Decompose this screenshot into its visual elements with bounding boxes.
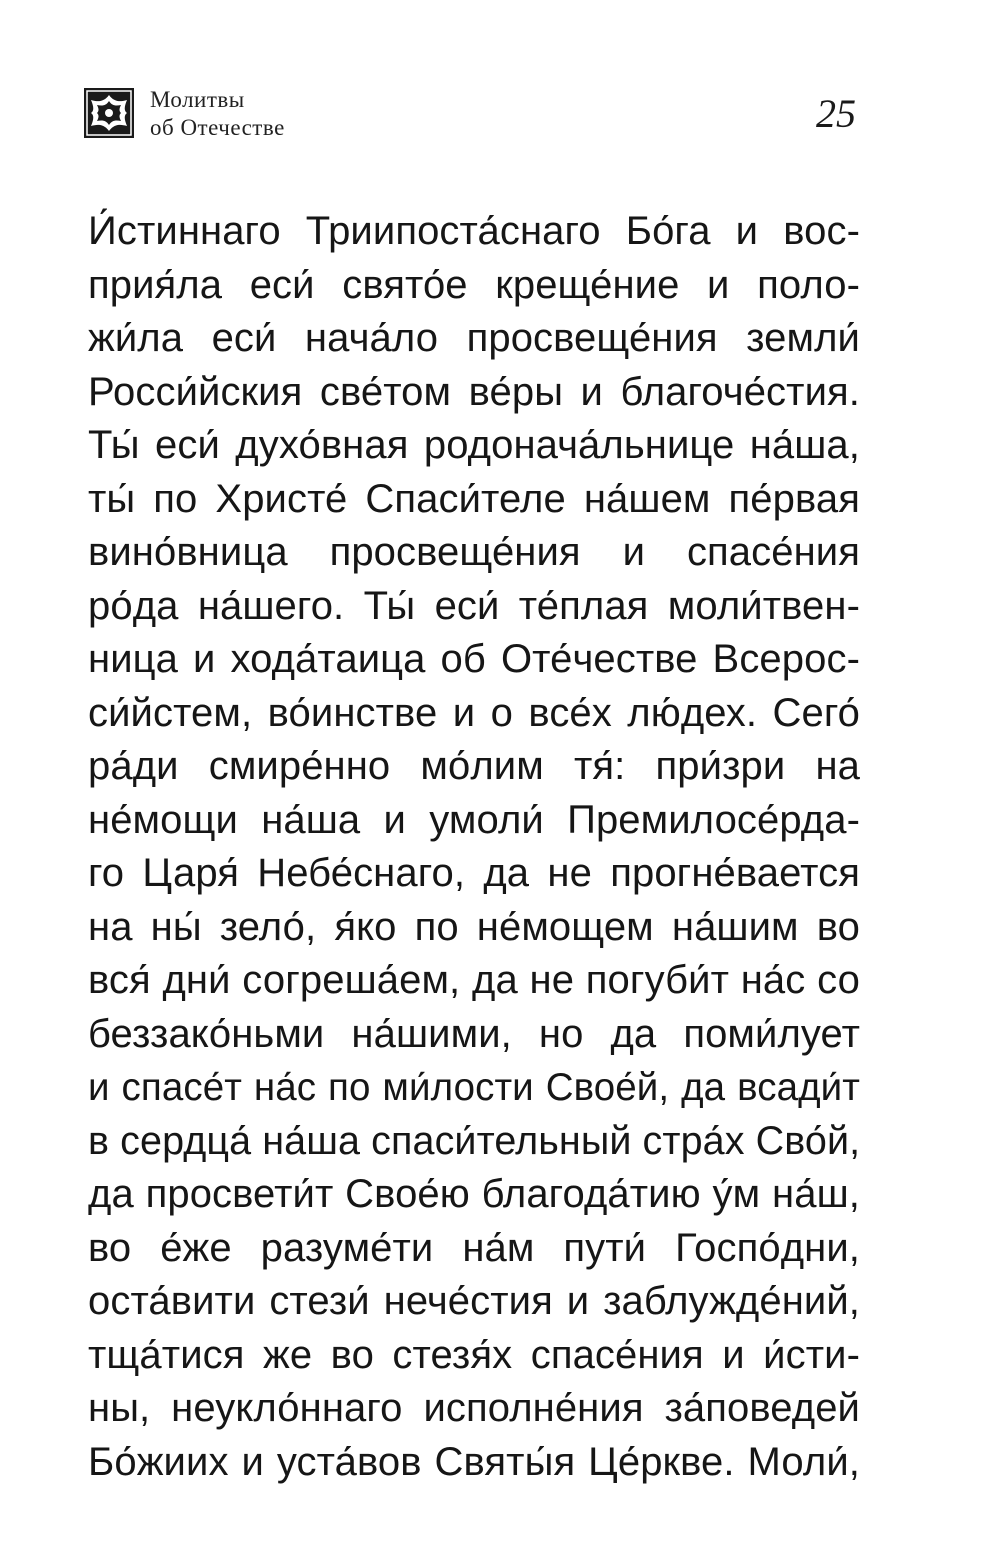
text-line: тща́тися же во стезя́х спасе́ния и и́сти- xyxy=(88,1332,860,1377)
text-line: ны, неукло́ннаго исполне́ния за́поведей xyxy=(88,1386,860,1430)
ornamental-cross-icon xyxy=(84,88,134,138)
page-number: 25 xyxy=(816,91,856,136)
text-line: го Царя́ Небе́снаго, да не прогне́вается xyxy=(88,851,860,895)
text-line: оста́вити стези́ нече́стия и заблужде́ний, xyxy=(88,1279,860,1323)
text-line: Бо́жиих и уста́вов Святы́я Це́ркве. Моли́, xyxy=(88,1439,860,1484)
running-title-line: Молитвы xyxy=(150,87,245,112)
text-line: в сердца́ на́ша спаси́тельный стра́х Сво́й, xyxy=(88,1118,861,1163)
text-line: да просвети́т Свое́ю благода́тию у́м на́ш, xyxy=(88,1172,860,1216)
text-line: и спасе́т на́с по ми́лости Свое́й, да всади́т xyxy=(88,1066,860,1109)
text-line: Ты́ еси́ духо́вная родонача́льнице на́ша, xyxy=(88,423,860,467)
text-line: жи́ла еси́ нача́ло просвеще́ния земли́ xyxy=(88,316,860,360)
text-line: не́мощи на́ша и умоли́ Премилосе́рда- xyxy=(88,797,860,842)
text-line: на ны́ зело́, я́ко по не́мощем на́шим во xyxy=(88,904,860,949)
text-line: си́йстем, во́инстве и о все́х лю́дех. Сего́ xyxy=(88,690,860,735)
text-line: ра́ди смире́нно мо́лим тя́: при́зри на xyxy=(88,744,860,788)
text-line: во е́же разуме́ти на́м пути́ Госпо́дни, xyxy=(88,1225,860,1270)
text-line: ро́да на́шего. Ты́ еси́ те́плая моли́твен- xyxy=(88,583,860,628)
text-line: беззако́ньми на́шими, но да поми́лует xyxy=(88,1011,860,1056)
text-line: И́стиннаго Триипоста́снаго Бо́га и вос- xyxy=(88,209,860,253)
page-header xyxy=(84,86,864,146)
text-line: прия́ла еси́ свято́е креще́ние и поло- xyxy=(88,262,860,307)
running-title xyxy=(150,86,285,142)
text-line: вся́ дни́ согреша́ем, да не погуби́т на́с со xyxy=(88,958,860,1002)
text-line: вино́вница просвеще́ния и спасе́ния xyxy=(88,530,860,574)
running-title-line: об Отечестве xyxy=(150,115,285,140)
text-line: Росси́йския све́том ве́ры и благоче́стия. xyxy=(88,369,860,414)
prayer-text xyxy=(88,205,860,1489)
text-line: ты́ по Христе́ Спаси́теле на́шем пе́рвая xyxy=(88,476,860,521)
text-line: ница и хода́таица об Оте́честве Всерос- xyxy=(88,637,860,681)
